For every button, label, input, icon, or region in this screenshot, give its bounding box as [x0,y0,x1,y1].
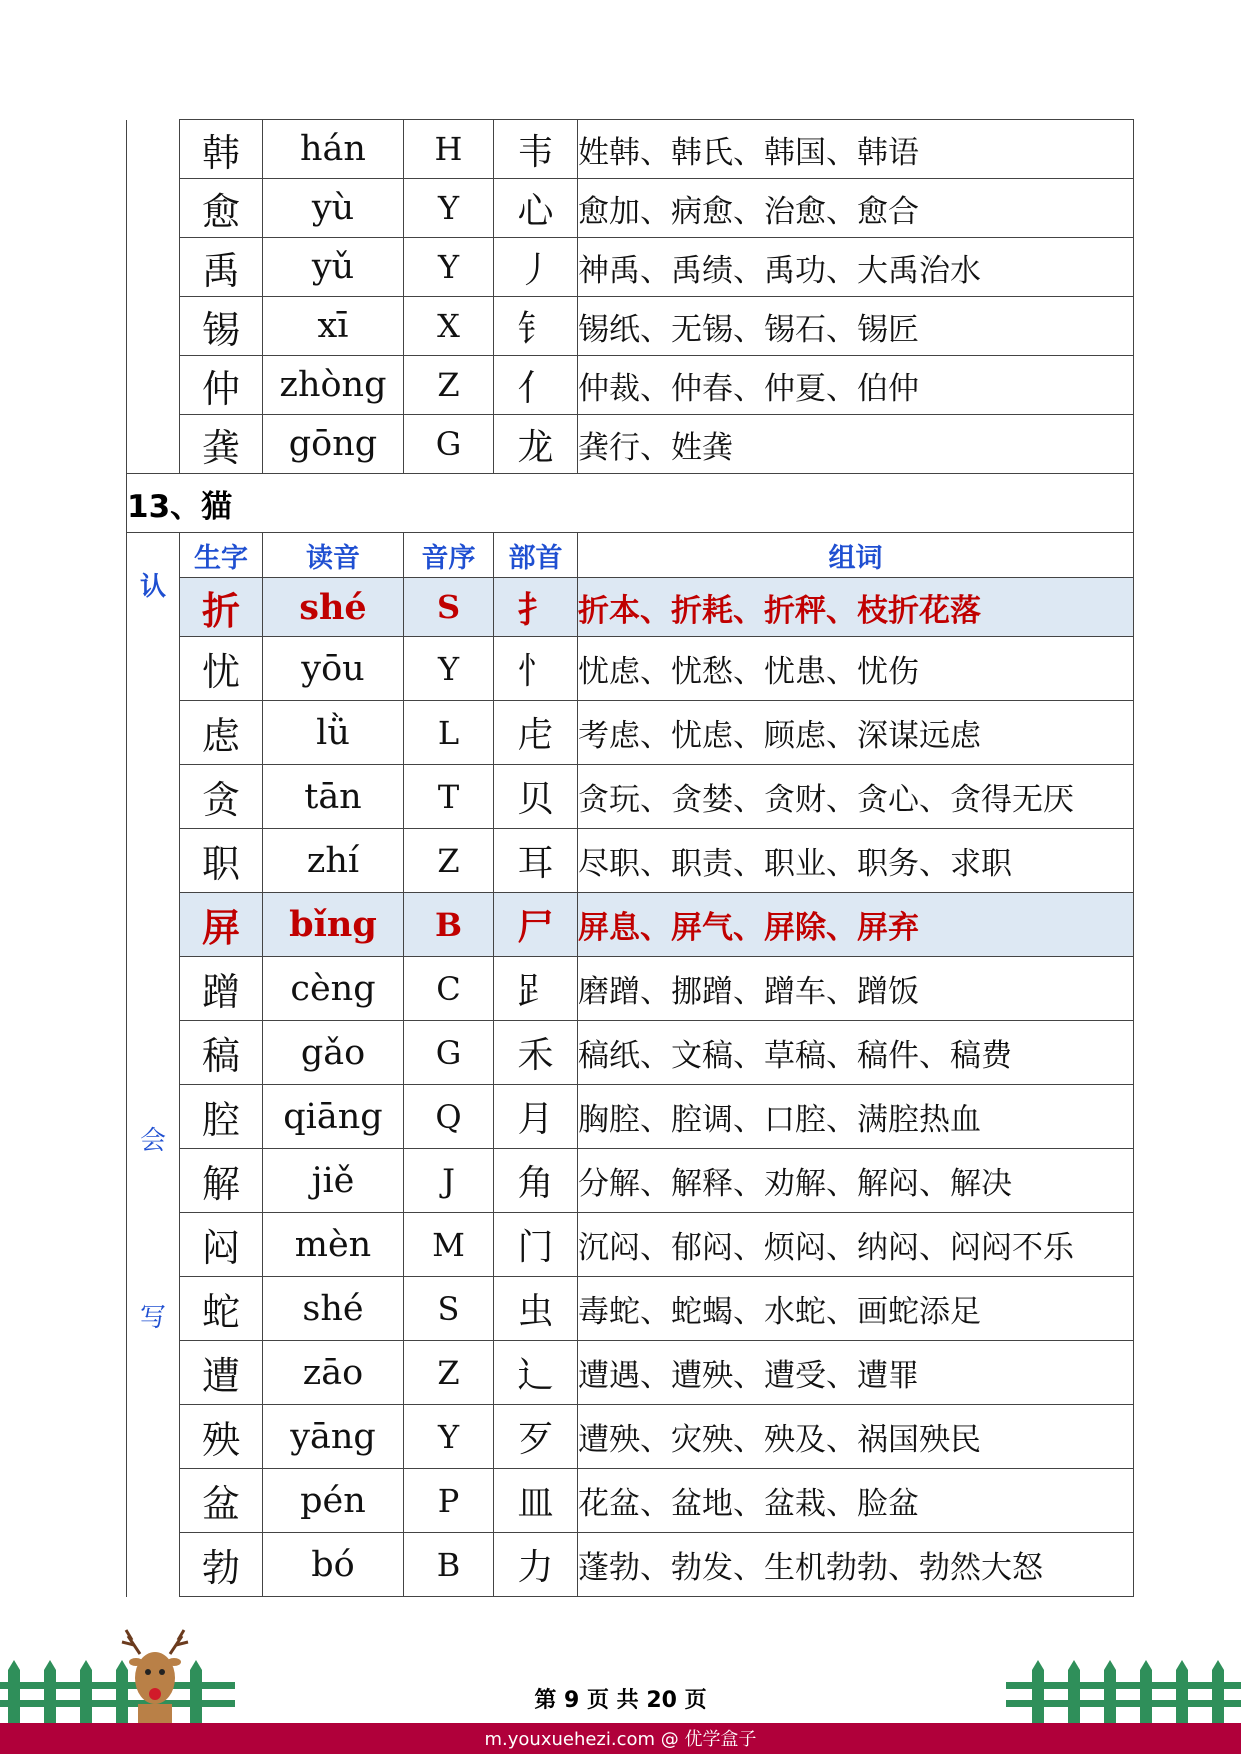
order-cell: Y [404,238,494,297]
table-row [127,1405,1134,1469]
pinyin-cell: shé [263,578,404,637]
footer-site-link[interactable]: m.youxuehezi.com @ 优学盒子 [484,1729,757,1750]
words-cell: 贪玩、贪婪、贪财、贪心、贪得无厌 [578,765,1134,829]
table-row [127,356,1134,415]
radical-cell: 力 [494,1533,578,1597]
radical-cell: 虫 [494,1277,578,1341]
char-cell: 禹 [180,238,263,297]
char-cell: 贪 [180,765,263,829]
order-cell: S [404,1277,494,1341]
table-row [127,297,1134,356]
pinyin-cell: xī [263,297,404,356]
lesson-title-row [127,474,1134,533]
lesson-title: 13、猫 [127,474,1134,533]
order-cell: J [404,1149,494,1213]
order-cell: B [404,1533,494,1597]
pinyin-cell: qiāng [263,1085,404,1149]
words-cell: 遭殃、灾殃、殃及、祸国殃民 [578,1405,1134,1469]
pinyin-cell: gǎo [263,1021,404,1085]
words-cell: 毒蛇、蛇蝎、水蛇、画蛇添足 [578,1277,1134,1341]
char-cell: 腔 [180,1085,263,1149]
order-cell: Z [404,356,494,415]
order-cell: Y [404,179,494,238]
table-row [127,578,1134,637]
pinyin-cell: zhòng [263,356,404,415]
pinyin-cell: yù [263,179,404,238]
order-cell: G [404,1021,494,1085]
words-cell: 胸腔、腔调、口腔、满腔热血 [578,1085,1134,1149]
char-cell: 屏 [180,893,263,957]
radical-cell: 龙 [494,415,578,474]
order-cell: Y [404,637,494,701]
char-cell: 闷 [180,1213,263,1277]
section-write [127,637,180,1597]
radical-cell: 禾 [494,1021,578,1085]
char-cell: 遭 [180,1341,263,1405]
order-cell: M [404,1213,494,1277]
radical-cell: 歹 [494,1405,578,1469]
words-cell: 锡纸、无锡、锡石、锡匠 [578,297,1134,356]
table-row [127,765,1134,829]
header-pinyin: 读音 [263,533,404,578]
words-cell: 仲裁、仲春、仲夏、伯仲 [578,356,1134,415]
radical-cell: 亻 [494,356,578,415]
words-cell: 分解、解释、劝解、解闷、解决 [578,1149,1134,1213]
pinyin-cell: lǜ [263,701,404,765]
radical-cell: 扌 [494,578,578,637]
vocabulary-table [126,119,1134,1597]
radical-cell: 耳 [494,829,578,893]
words-cell: 稿纸、文稿、草稿、稿件、稿费 [578,1021,1134,1085]
radical-cell: 月 [494,1085,578,1149]
words-cell: 忧虑、忧愁、忧患、忧伤 [578,637,1134,701]
words-cell: 屏息、屏气、屏除、屏弃 [578,893,1134,957]
table-row [127,120,1134,179]
order-cell: Z [404,829,494,893]
order-cell: G [404,415,494,474]
header-radical: 部首 [494,533,578,578]
table-row [127,179,1134,238]
pinyin-cell: pén [263,1469,404,1533]
pinyin-cell: hán [263,120,404,179]
pinyin-cell: yǔ [263,238,404,297]
pinyin-cell: bǐng [263,893,404,957]
table-row [127,957,1134,1021]
table-header-row [127,533,1134,578]
words-cell: 神禹、禹绩、禹功、大禹治水 [578,238,1134,297]
char-cell: 解 [180,1149,263,1213]
page-number: 第 9 页 共 20 页 [534,1688,707,1713]
pinyin-cell: yāng [263,1405,404,1469]
words-cell: 愈加、病愈、治愈、愈合 [578,179,1134,238]
radical-cell: 虍 [494,701,578,765]
table-row [127,1021,1134,1085]
section-write-label-2: 写 [139,1302,166,1333]
words-cell: 折本、折耗、折秤、枝折花落 [578,578,1134,637]
pinyin-cell: tān [263,765,404,829]
words-cell: 磨蹭、挪蹭、蹭车、蹭饭 [578,957,1134,1021]
char-cell: 折 [180,578,263,637]
pinyin-cell: zhí [263,829,404,893]
pinyin-cell: bó [263,1533,404,1597]
table-row [127,1277,1134,1341]
char-cell: 稿 [180,1021,263,1085]
table-row [127,238,1134,297]
table-row [127,1213,1134,1277]
section-recognize-label: 认 [139,572,166,603]
radical-cell: 钅 [494,297,578,356]
char-cell: 锡 [180,297,263,356]
order-cell: Q [404,1085,494,1149]
order-cell: H [404,120,494,179]
table-row [127,415,1134,474]
char-cell: 龚 [180,415,263,474]
char-cell: 职 [180,829,263,893]
order-cell: Y [404,1405,494,1469]
char-cell: 殃 [180,1405,263,1469]
table-row [127,1469,1134,1533]
pinyin-cell: yōu [263,637,404,701]
radical-cell: 贝 [494,765,578,829]
order-cell: S [404,578,494,637]
words-cell: 花盆、盆地、盆栽、脸盆 [578,1469,1134,1533]
words-cell: 沉闷、郁闷、烦闷、纳闷、闷闷不乐 [578,1213,1134,1277]
order-cell: T [404,765,494,829]
char-cell: 盆 [180,1469,263,1533]
section-recognize [127,533,180,637]
order-cell: B [404,893,494,957]
pinyin-cell: gōng [263,415,404,474]
words-cell: 遭遇、遭殃、遭受、遭罪 [578,1341,1134,1405]
pinyin-cell: shé [263,1277,404,1341]
section-cell [127,120,180,474]
char-cell: 勃 [180,1533,263,1597]
table-row [127,1149,1134,1213]
table-row [127,1085,1134,1149]
table-row [127,1533,1134,1597]
radical-cell: 门 [494,1213,578,1277]
char-cell: 愈 [180,179,263,238]
pinyin-cell: zāo [263,1341,404,1405]
radical-cell: 角 [494,1149,578,1213]
radical-cell: 忄 [494,637,578,701]
order-cell: P [404,1469,494,1533]
radical-cell: 韦 [494,120,578,179]
pinyin-cell: mèn [263,1213,404,1277]
table-row [127,829,1134,893]
char-cell: 忧 [180,637,263,701]
radical-cell: 心 [494,179,578,238]
words-cell: 尽职、职责、职业、职务、求职 [578,829,1134,893]
words-cell: 姓韩、韩氏、韩国、韩语 [578,120,1134,179]
order-cell: X [404,297,494,356]
char-cell: 蛇 [180,1277,263,1341]
words-cell: 龚行、姓龚 [578,415,1134,474]
pinyin-cell: jiě [263,1149,404,1213]
words-cell: 蓬勃、勃发、生机勃勃、勃然大怒 [578,1533,1134,1597]
order-cell: Z [404,1341,494,1405]
table-row [127,637,1134,701]
table-row [127,1341,1134,1405]
char-cell: 韩 [180,120,263,179]
char-cell: 仲 [180,356,263,415]
table-row [127,701,1134,765]
header-order: 音序 [404,533,494,578]
section-write-label-1: 会 [139,1125,166,1156]
header-char: 生字 [180,533,263,578]
words-cell: 考虑、忧虑、顾虑、深谋远虑 [578,701,1134,765]
char-cell: 虑 [180,701,263,765]
radical-cell: 辶 [494,1341,578,1405]
radical-cell: 𧾷 [494,957,578,1021]
table-row [127,893,1134,957]
pinyin-cell: cèng [263,957,404,1021]
char-cell: 蹭 [180,957,263,1021]
order-cell: C [404,957,494,1021]
radical-cell: 丿 [494,238,578,297]
radical-cell: 皿 [494,1469,578,1533]
header-words: 组词 [578,533,1134,578]
radical-cell: 尸 [494,893,578,957]
order-cell: L [404,701,494,765]
